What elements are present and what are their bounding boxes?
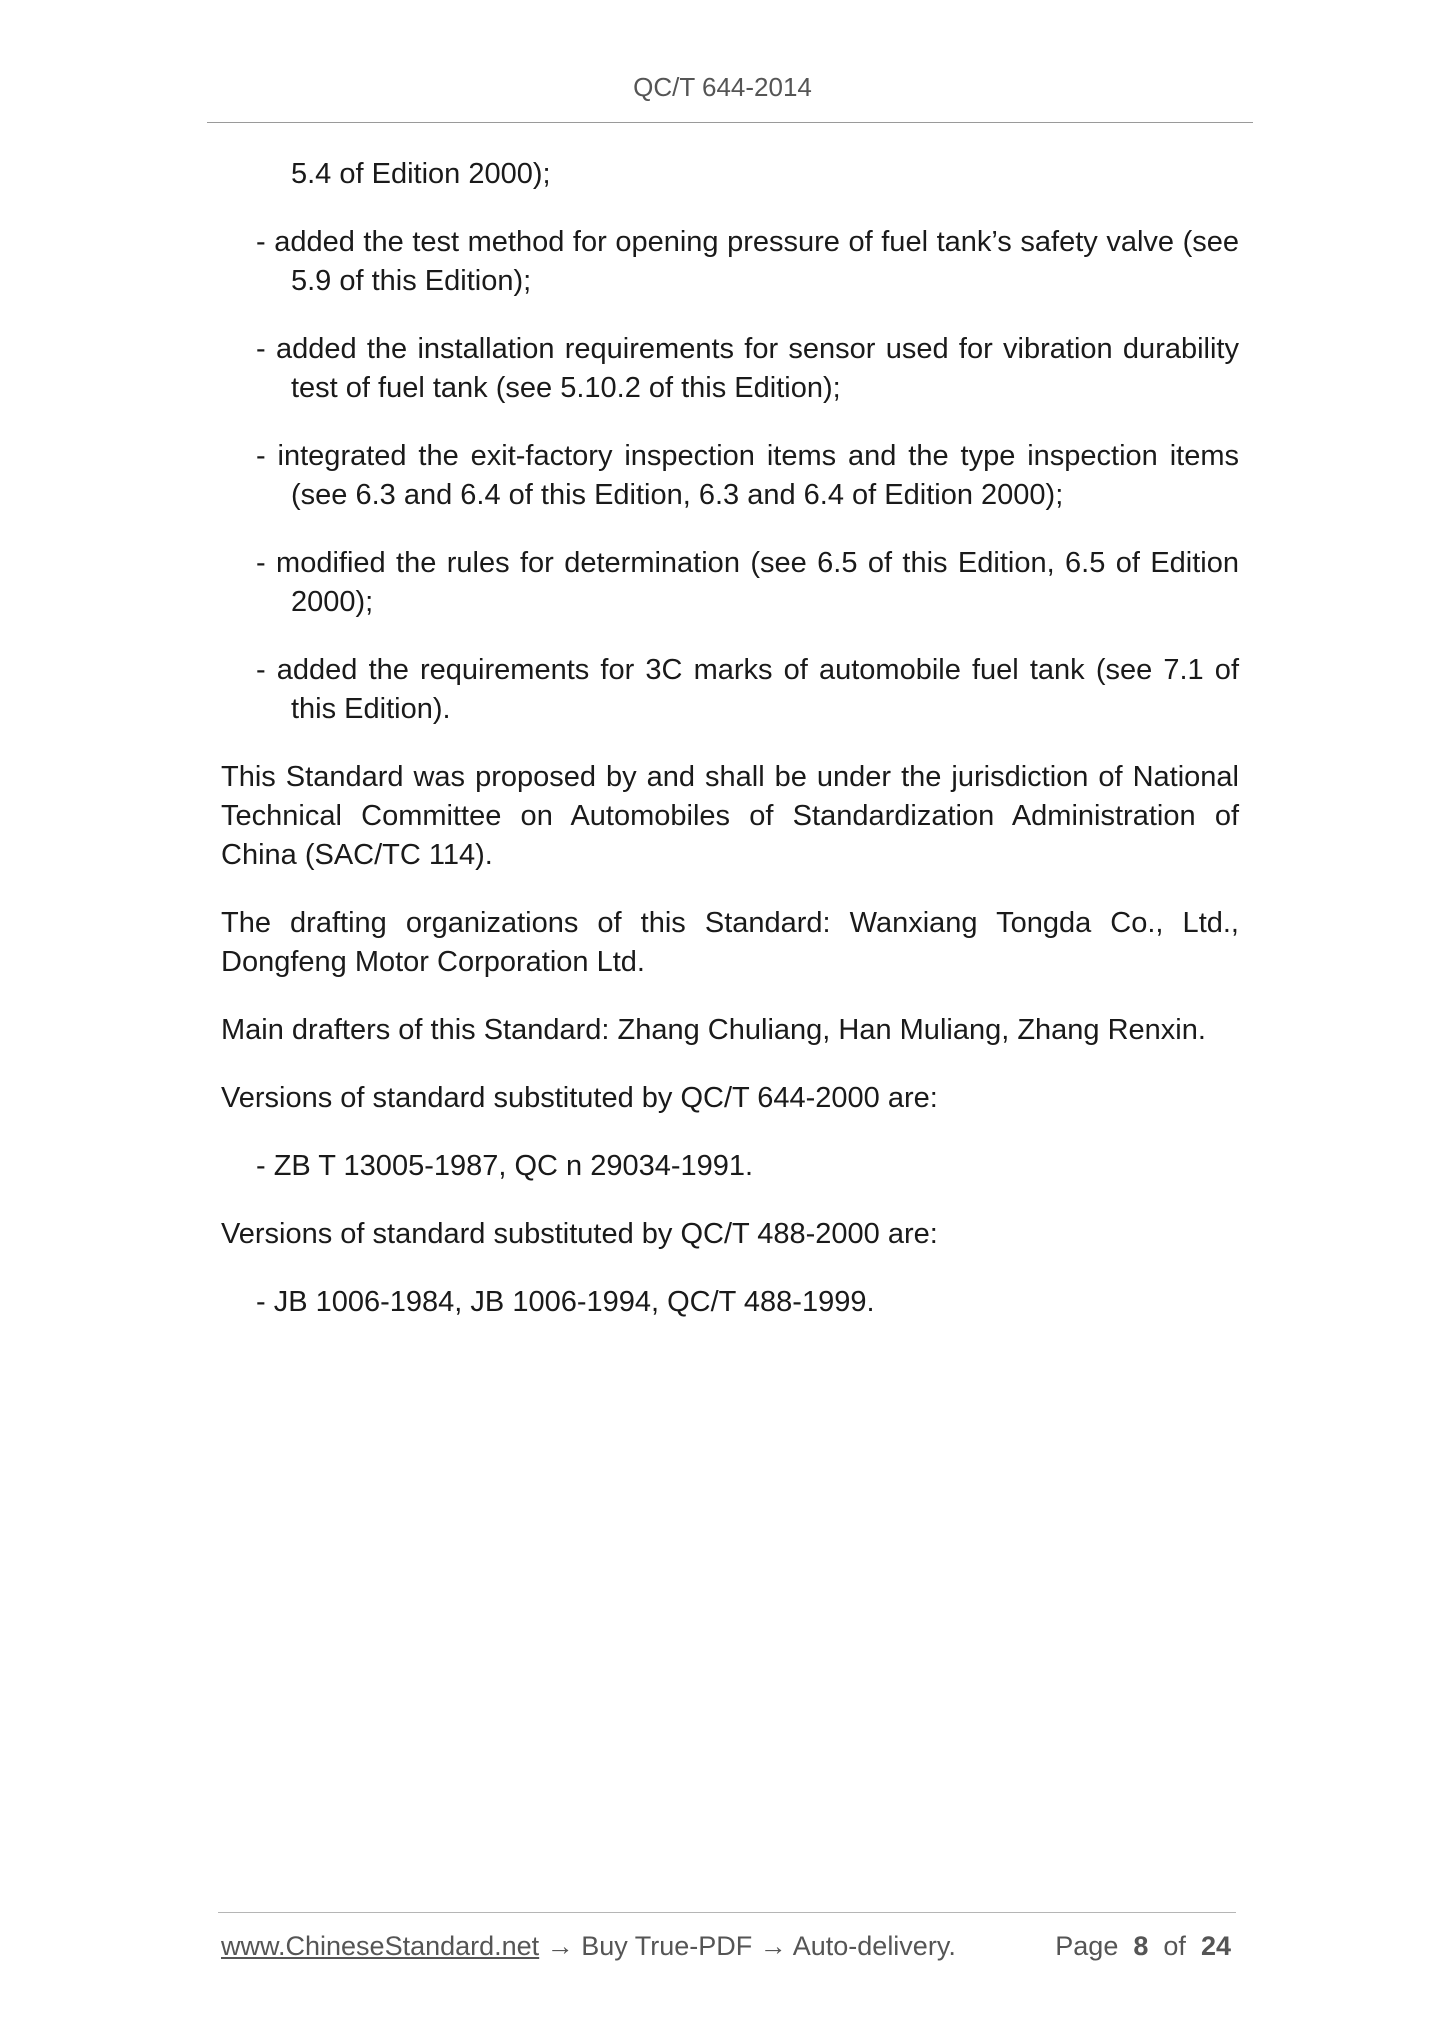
- list-item-continuation: 5.4 of Edition 2000);: [291, 158, 551, 190]
- list-item: - added the requirements for 3C marks of automobile fuel tank (see 7.1 of this Edition).: [256, 654, 1239, 725]
- jurisdiction-paragraph: This Standard was proposed by and shall be under the jurisdiction of National Technical Committee on Automobiles of Standardization Administration of China (SAC/TC 114).: [221, 761, 1239, 871]
- page-current: 8: [1133, 1931, 1149, 1961]
- list-item: - integrated the exit-factory inspection items and the type inspection items (see 6.3 and 6.4 of this Edition, 6.3 and 6.4 of Edition 2000);: [256, 440, 1239, 511]
- page-total: 24: [1200, 1931, 1231, 1961]
- list-item: - added the installation requirements for sensor used for vibration durability test of fuel tank (see 5.10.2 of this Edition);: [256, 333, 1239, 404]
- page-body: [221, 155, 1239, 1351]
- versions-644-list-item: - ZB T 13005-1987, QC n 29034-1991.: [256, 1150, 754, 1182]
- drafting-organizations-paragraph: The drafting organizations of this Standard: Wanxiang Tongda Co., Ltd., Dongfeng Motor Corporation Ltd.: [221, 907, 1239, 978]
- page-label: Page: [1055, 1931, 1119, 1961]
- footer-tagline: → Buy True-PDF → Auto-delivery.: [539, 1931, 956, 1961]
- running-header: QC/T 644-2014: [633, 72, 812, 102]
- footer-divider: [218, 1912, 1236, 1913]
- versions-644-heading: Versions of standard substituted by QC/T 644-2000 are:: [221, 1082, 938, 1114]
- list-item: - added the test method for opening pressure of fuel tank’s safety valve (see 5.9 of this Edition);: [256, 226, 1239, 297]
- main-drafters-paragraph: Main drafters of this Standard: Zhang Chuliang, Han Muliang, Zhang Renxin.: [221, 1014, 1206, 1046]
- footer-promo: [221, 1928, 956, 1964]
- header-divider: [207, 122, 1253, 123]
- page-number: [1055, 1928, 1231, 1964]
- page-of-label: of: [1163, 1931, 1186, 1961]
- versions-488-list-item: - JB 1006-1984, JB 1006-1994, QC/T 488-1999.: [256, 1286, 875, 1318]
- site-link[interactable]: www.ChineseStandard.net: [221, 1931, 540, 1961]
- versions-488-heading: Versions of standard substituted by QC/T 488-2000 are:: [221, 1218, 938, 1250]
- list-item: - modified the rules for determination (see 6.5 of this Edition, 6.5 of Edition 2000);: [256, 547, 1239, 618]
